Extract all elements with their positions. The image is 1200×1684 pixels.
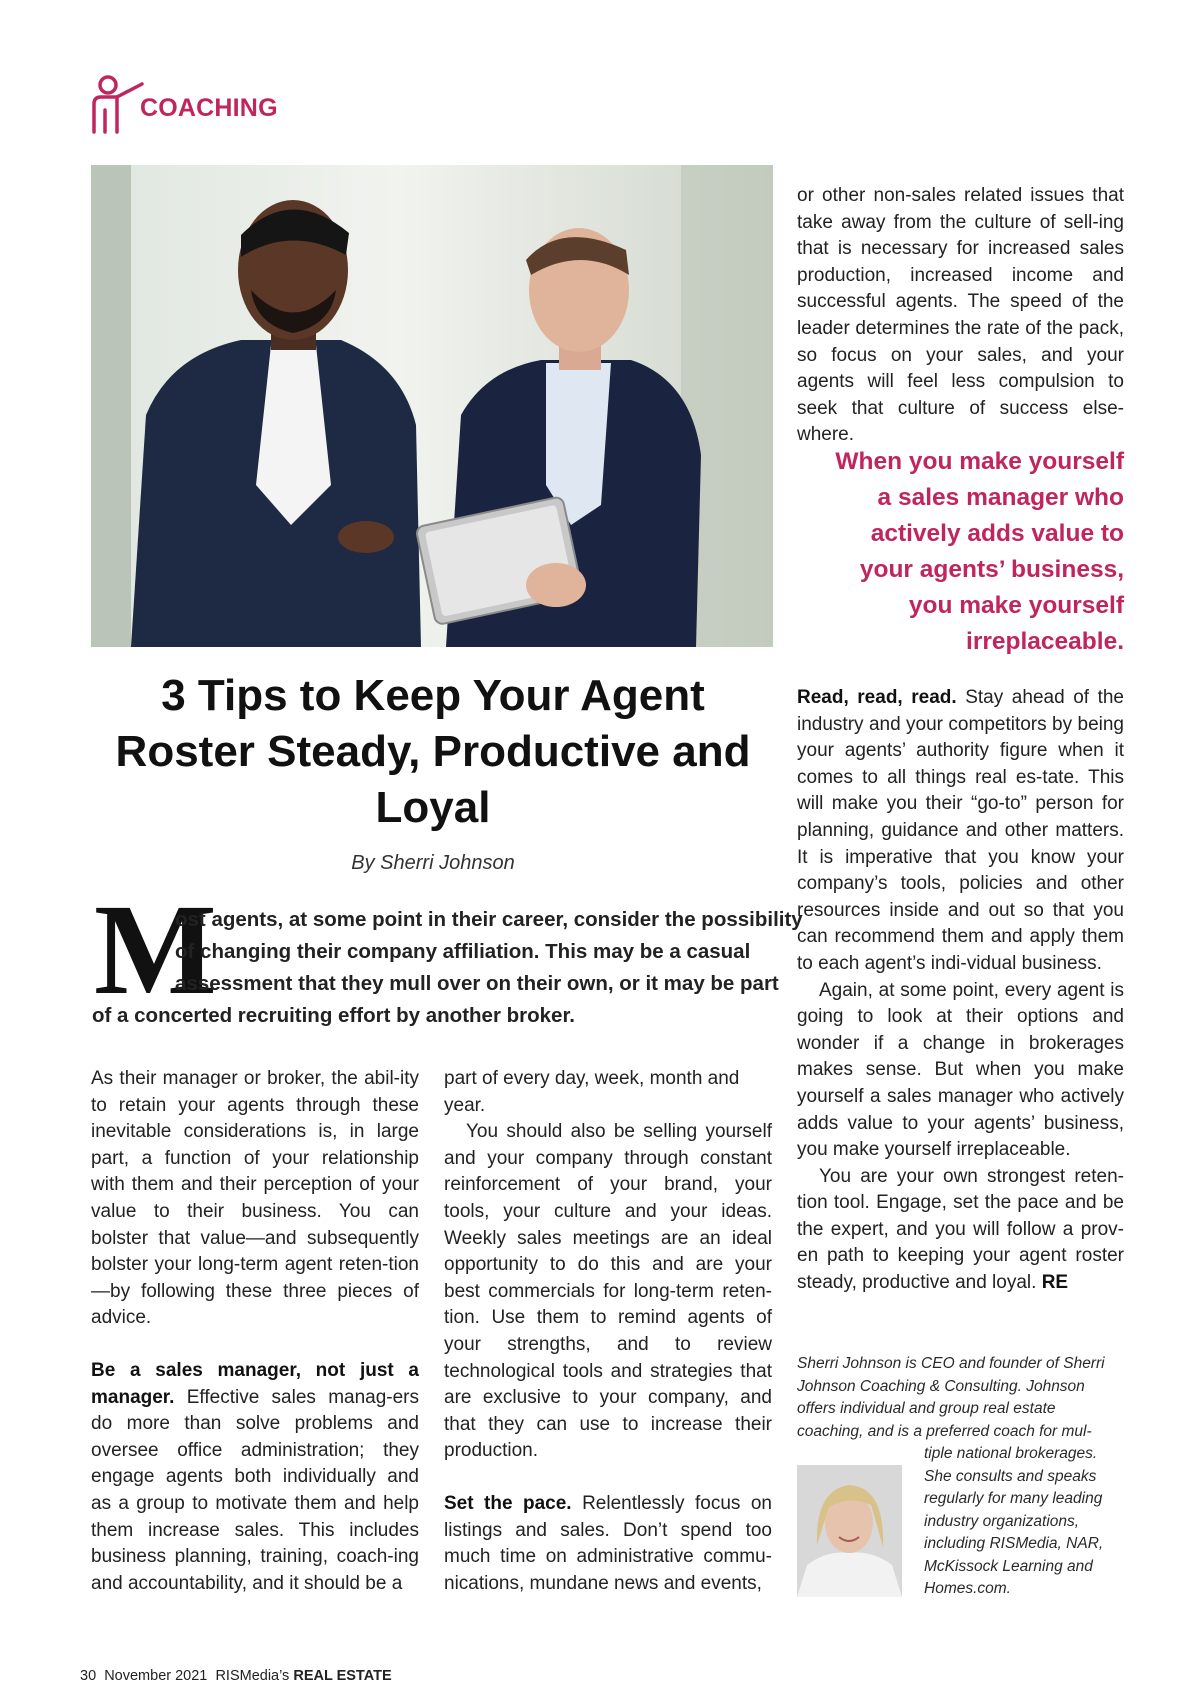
- tip-heading: Be a sales manager, not just a manager.: [91, 1359, 419, 1408]
- body-paragraph: As their manager or broker, the abil-ity to retain your agents through these inevitable considerations is, in large part, a function of your relationship with them and their perception of your value to their business. You can bolster that value—and subsequently bolster your long-term agent reten-tion—by following these three pieces of advice.: [91, 1068, 419, 1329]
- body-paragraph: You should also be selling yourself and your company through constant reinforcement of your brand, your tools, your culture and your ideas. Weekly sales meetings are an ideal opportunity to do this and are your best commercials for long-term reten-tion. Use them to remind agents of your strengths, and to review technological tools and strategies that are exclusive to your company, and that they can use to increase their production.: [444, 1121, 772, 1462]
- tip-text: Stay ahead of the industry and your competitors by being your agents’ authority figure when it comes to all things real es-tate. This will make you their “go-to” person for planning, guidance and other matters. It is imperative that you know your company’s tools, policies and other resources inside and out so that you can recommend them and apply them to each agent’s indi-vidual business.: [797, 687, 1125, 974]
- tip-paragraph: [797, 685, 1124, 978]
- two-businessmen-with-tablet-photo: [91, 165, 773, 647]
- continued-text: or other non-sales related issues that take away from the culture of sell-ing that is necessary for increased sales production, increased income and successful agents. The speed of the leader determines the rate of the pack, so focus on your sales, and your agents will feel less compulsion to seek that culture of success else-where.: [797, 185, 1124, 446]
- pull-quote-line: your agents’ business,: [859, 556, 1124, 583]
- tip-text: Effective sales manag-ers do more than solve problems and oversee office administration; they engage agents both individually and as a group to motivate them and help them increase sales. This includes business planning, training, coach-ing and accountability, and it should be a: [91, 1386, 420, 1594]
- pull-quote-line: a sales manager who: [877, 484, 1124, 511]
- tip-heading: Read, read, read.: [797, 687, 957, 708]
- intro-line: of a concerted recruiting effort by another broker.: [92, 1004, 575, 1027]
- section-label: COACHING: [140, 94, 278, 122]
- author-headshot-photo: [797, 1465, 902, 1597]
- end-mark: RE: [1041, 1272, 1069, 1294]
- byline: By Sherri Johnson: [351, 852, 515, 874]
- body-column-3-continuation: [797, 183, 1124, 449]
- pull-quote-line: you make yourself: [908, 592, 1124, 619]
- body-column-2: [444, 1066, 772, 1597]
- author-bio-rest: tiple national brokerages. She consults and speaks regularly for many leading industry organizations, including RISMedia, NAR, McKissock Learning and Homes.com.: [924, 1445, 1104, 1597]
- pull-quote-line: When you make yourself: [835, 448, 1124, 475]
- article-headline: 3 Tips to Keep Your Agent Roster Steady, Productive and Loyal: [115, 671, 751, 832]
- closing-text: You are your own strongest reten-tion tool. Engage, set the pace and be the expert, and you will follow a prov-en path to keeping your agent roster steady, productive and loyal.: [797, 1165, 1124, 1294]
- publication-prefix: RISMedia’s: [215, 1668, 290, 1684]
- publication-name: REAL ESTATE: [293, 1668, 392, 1684]
- pull-quote: [780, 444, 1124, 660]
- tip-text: Relentlessly focus on listings and sales. Don’t spend too much time on administrative commu-nications, mundane news and events,: [444, 1492, 772, 1594]
- column-continuation-spacer: part of every day, week, month and year.: [444, 1068, 740, 1116]
- tip-paragraph: [444, 1491, 772, 1597]
- pull-quote-line: irreplaceable.: [966, 628, 1124, 655]
- body-column-3: [797, 685, 1124, 1297]
- author-bio-lead: Sherri Johnson is CEO and founder of Sherri Johnson Coaching & Consulting. Johnson offers individual and group real estate coaching, and is a preferred coach for mul-: [797, 1355, 1105, 1440]
- intro-line: assessment that they mull over on their own, or it may be part: [175, 972, 779, 995]
- pull-quote-line: actively adds value to: [870, 520, 1124, 547]
- page-footer: [80, 1668, 392, 1684]
- intro-line: ost agents, at some point in their career, consider the possibility: [175, 908, 803, 931]
- page-number: 30: [80, 1668, 97, 1684]
- body-paragraph: Again, at some point, every agent is going to look at their options and wonder if a change in brokerages makes sense. But when you make yourself a sales manager who actively adds value to your agents’ business, you make yourself irreplaceable.: [797, 979, 1124, 1161]
- body-paragraph: [797, 1164, 1124, 1297]
- body-column-1: [91, 1066, 419, 1597]
- intro-line: of changing their company affiliation. This may be a casual: [175, 940, 751, 963]
- drop-cap: M: [94, 878, 217, 1022]
- tip-paragraph: [91, 1358, 419, 1597]
- issue-date: November 2021: [104, 1668, 208, 1684]
- tip-heading: Set the pace.: [444, 1492, 572, 1514]
